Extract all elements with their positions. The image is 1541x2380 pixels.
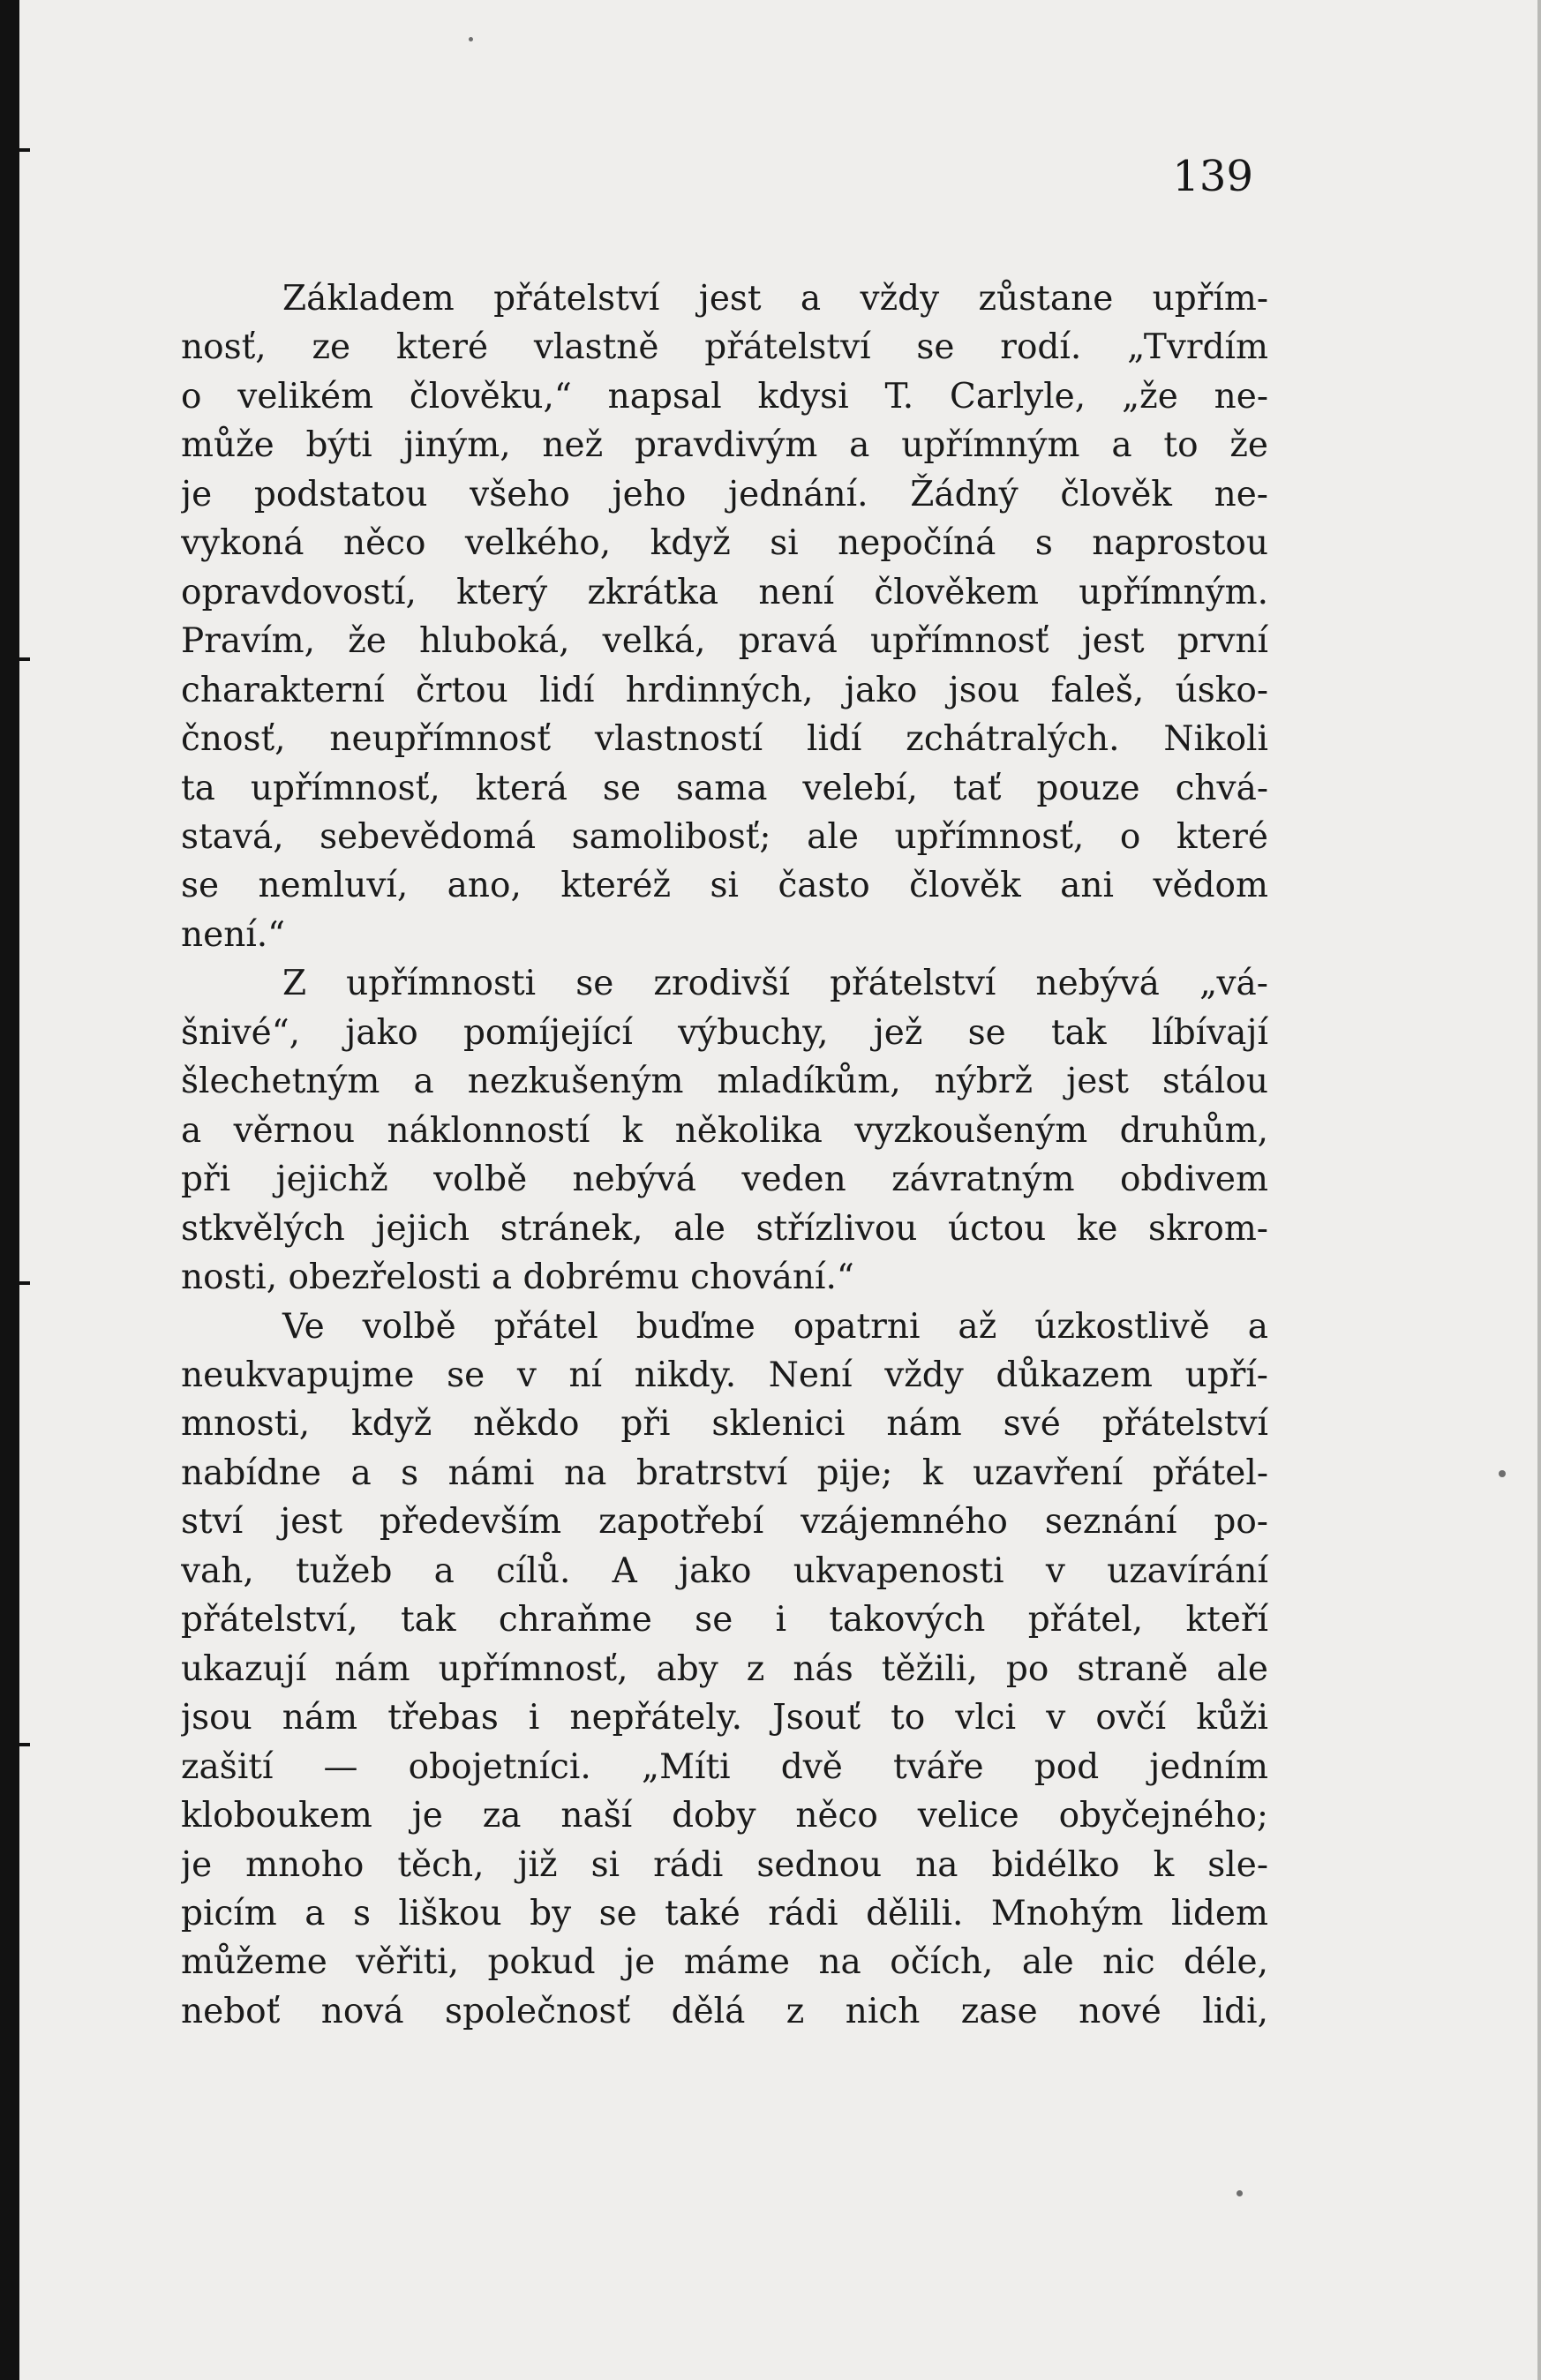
text-line: šnivé“, jako pomíjející výbuchy, jež se tak líbívají: [181, 1012, 1268, 1053]
text-line: stkvělých jejich stránek, ale střízlivou úctou ke skrom-: [181, 1208, 1268, 1249]
page-binding-edge: [0, 0, 19, 2380]
binding-mark: [0, 657, 30, 661]
text-line: stavá, sebevědomá samolibosť; ale upřímnosť, o které: [181, 816, 1268, 857]
text-line: ukazují nám upřímnosť, aby z nás těžili, po straně ale: [181, 1648, 1268, 1689]
text-line: Základem přátelství jest a vždy zůstane upřím-: [282, 279, 1268, 319]
text-line: charakterní črtou lidí hrdinných, jako jsou faleš, úsko-: [181, 670, 1268, 710]
text-line: mnosti, když někdo při sklenici nám své přátelství: [181, 1404, 1268, 1445]
text-line: neboť nová společnosť dělá z nich zase nové lidi,: [181, 1991, 1268, 2031]
text-line: Pravím, že hluboká, velká, pravá upřímnosť jest první: [181, 621, 1268, 662]
text-line: neukvapujme se v ní nikdy. Není vždy důkazem upří-: [181, 1355, 1268, 1395]
text-line: picím a s liškou by se také rádi dělili. Mnohým lidem: [181, 1893, 1268, 1933]
text-line: kloboukem je za naší doby něco velice obyčejného;: [181, 1796, 1268, 1836]
text-line: Ve volbě přátel buďme opatrni až úzkostlivě a: [282, 1306, 1268, 1347]
text-line: přátelství, tak chraňme se i takových přátel, kteří: [181, 1600, 1268, 1640]
text-line: vah, tužeb a cílů. A jako ukvapenosti v uzavírání: [181, 1550, 1268, 1591]
paper-speck: [469, 37, 473, 41]
binding-mark: [0, 1281, 30, 1285]
text-line: Z upřímnosti se zrodivší přátelství nebývá „vá-: [282, 964, 1268, 1004]
text-line: je mnoho těch, již si rádi sednou na bidélko k sle-: [181, 1844, 1268, 1885]
text-line: nosti, obezřelosti a dobrému chování.“: [181, 1258, 854, 1298]
paper-speck: [1499, 1470, 1506, 1477]
text-line: vykoná něco velkého, když si nepočíná s naprostou: [181, 523, 1268, 564]
binding-mark: [0, 1743, 30, 1746]
text-line: zašití — obojetníci. „Míti dvě tváře pod jedním: [181, 1746, 1268, 1787]
text-line: čnosť, neupřímnosť vlastností lidí zchátralých. Nikoli: [181, 719, 1268, 760]
text-line: šlechetným a nezkušeným mladíkům, nýbrž jest stálou: [181, 1062, 1268, 1102]
text-line: jsou nám třebas i nepřátely. Jsouť to vlci v ovčí kůži: [181, 1698, 1268, 1738]
text-line: o velikém člověku,“ napsal kdysi T. Carlyle, „že ne-: [181, 376, 1268, 417]
text-line: nabídne a s námi na bratrství pije; k uzavření přátel-: [181, 1453, 1268, 1493]
body-text: [181, 274, 1268, 2036]
text-line: opravdovostí, který zkrátka není člověkem upřímným.: [181, 572, 1268, 612]
text-line: ta upřímnosť, která se sama velebí, tať pouze chvá-: [181, 768, 1268, 808]
text-line: při jejichž volbě nebývá veden závratným obdivem: [181, 1160, 1268, 1200]
text-line: není.“: [181, 914, 286, 955]
text-line: můžeme věřiti, pokud je máme na očích, ale nic déle,: [181, 1942, 1268, 1983]
paper-speck: [1237, 2190, 1243, 2196]
text-line: a věrnou náklonností k několika vyzkoušeným druhům,: [181, 1110, 1268, 1151]
text-line: nosť, ze které vlastně přátelství se rodí. „Tvrdím: [181, 327, 1268, 368]
binding-mark: [0, 148, 30, 152]
page-right-edge: [1537, 0, 1541, 2380]
page-number: 139: [1172, 152, 1253, 201]
text-line: ství jest především zapotřebí vzájemného seznání po-: [181, 1502, 1268, 1543]
text-line: může býti jiným, než pravdivým a upřímným a to že: [181, 425, 1268, 466]
text-line: se nemluví, ano, kteréž si často člověk ani vědom: [181, 866, 1268, 906]
text-line: je podstatou všeho jeho jednání. Žádný člověk ne-: [181, 474, 1268, 514]
